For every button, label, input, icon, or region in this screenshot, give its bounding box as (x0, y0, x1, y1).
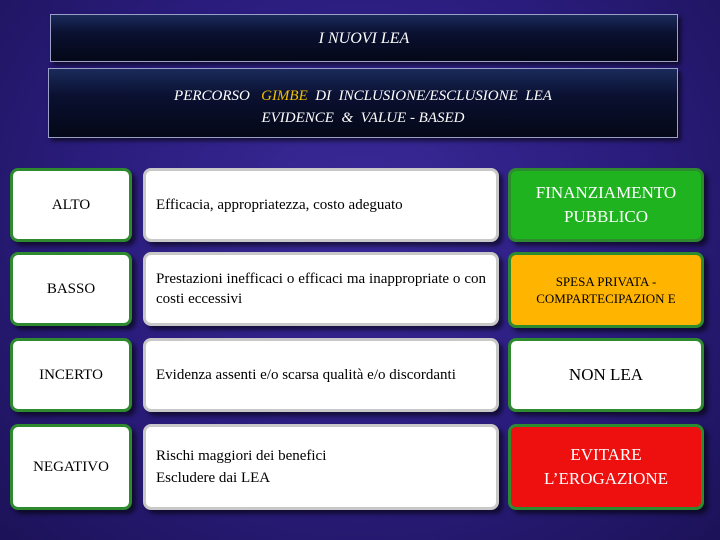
level-box-negativo (10, 424, 132, 510)
level-box-basso (10, 252, 132, 326)
outcome-finanziamento: FINANZIAMENTO PUBBLICO (535, 183, 677, 226)
description-box-incerto (143, 338, 499, 412)
subtitle-part-2: DI INCLUSIONE/ESCLUSIONE LEA (307, 88, 552, 104)
description-box-negativo (143, 424, 499, 510)
title-banner (50, 14, 678, 62)
subtitle-part-1: PERCORSO (174, 88, 262, 104)
description-negativo-line-1: Rischi maggiori dei benefici (156, 448, 327, 464)
outcome-box-evitare (508, 424, 704, 510)
description-negativo-line-2: Escludere dai LEA (156, 470, 271, 486)
description-box-basso (143, 252, 499, 326)
description-basso: Prestazioni inefficaci o efficaci ma inappropriate o con costi eccessivi (156, 271, 486, 307)
description-alto: Efficacia, appropriatezza, costo adeguato (156, 197, 403, 213)
outcome-box-non-lea (508, 338, 704, 412)
description-box-alto (143, 168, 499, 242)
subtitle-line-2: EVIDENCE & VALUE - BASED (261, 110, 465, 126)
description-incerto: Evidenza assenti e/o scarsa qualità e/o discordanti (156, 367, 456, 383)
outcome-box-spesa-privata (508, 252, 704, 328)
page-title: I NUOVI LEA (318, 30, 410, 47)
level-label-alto: ALTO (51, 196, 91, 213)
subtitle-line-1 (49, 85, 677, 107)
level-box-alto (10, 168, 132, 242)
outcome-evitare: EVITARE L’EROGAZIONE (543, 445, 669, 488)
description-negativo (156, 445, 326, 489)
outcome-box-finanziamento (508, 168, 704, 242)
gimbe-highlight: GIMBE (261, 88, 308, 104)
level-box-incerto (10, 338, 132, 412)
outcome-spesa-privata: SPESA PRIVATA - COMPARTECIPAZION E (536, 274, 676, 306)
subtitle-banner (48, 68, 678, 138)
level-label-incerto: INCERTO (39, 366, 103, 383)
outcome-non-lea: NON LEA (568, 365, 644, 384)
level-label-negativo: NEGATIVO (33, 458, 109, 475)
level-label-basso: BASSO (46, 280, 96, 297)
